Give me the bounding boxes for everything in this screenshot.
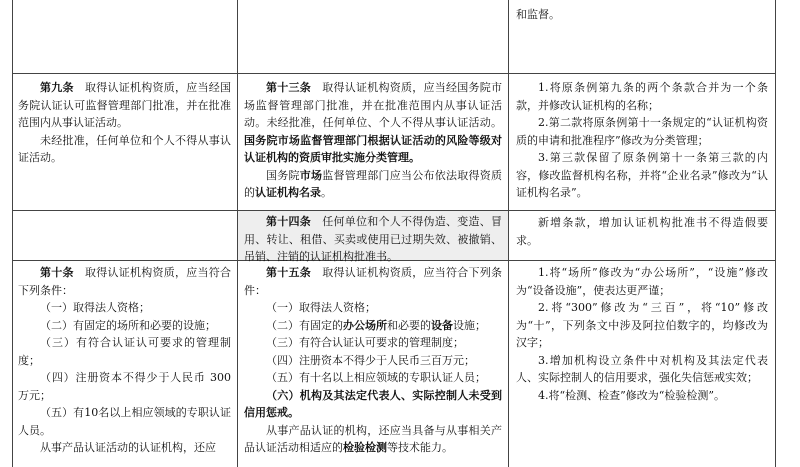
article-10-intro: 取得认证机构资质，应当符合下列条件： bbox=[18, 266, 231, 297]
row3-note-4: 4.将“检测、检查”修改为“检验检测”。 bbox=[538, 388, 725, 402]
article-15-heading: 第十五条 bbox=[266, 266, 311, 279]
row0-change-text: 和监督。 bbox=[516, 8, 560, 21]
article-13-body: 取得认证机构资质，应当经国务院市场监督管理部门批准，并在批准范围内从事认证活动。未经批准，任何单位、个人不得从事认证活动。 bbox=[244, 81, 502, 129]
table-border-left bbox=[12, 0, 13, 467]
row2-change-note bbox=[516, 214, 768, 249]
article-14-body: 任何单位和个人不得伪造、变造、冒用、转让、租借、买卖或使用已过期失效、被撤销、吊销、注销的认证机构批准书。 bbox=[244, 215, 502, 263]
article-15-tail: 从事产品认证的机构，还应当具备与从事相关产品认证活动相适应的检验检测等技术能力。 bbox=[244, 423, 502, 454]
article-9-paragraph-2: 未经批准，任何单位和个人不得从事认证活动。 bbox=[18, 133, 231, 164]
article-10-item-5: （五）有10名以上相应领域的专职认证人员。 bbox=[18, 406, 231, 437]
comparison-table bbox=[12, 0, 776, 467]
column-divider-2 bbox=[508, 0, 509, 467]
row3-note-2: 2.将“300”修改为“三百”，将“10”修改为“十”，下列条文中涉及阿拉伯数字的，均修改为汉字； bbox=[516, 301, 768, 349]
row3-change-notes bbox=[516, 264, 768, 404]
article-13-bold-sentence: 国务院市场监督管理部门根据认证活动的风险等级对认证机构的资质审批实施分类管理。 bbox=[244, 133, 502, 164]
new-article-13 bbox=[244, 79, 502, 202]
article-9-heading: 第九条 bbox=[40, 81, 74, 94]
row1-note-1: 1.将原条例第九条的两个条款合并为一个条款，并修改认证机构的名称； bbox=[516, 81, 768, 112]
row0-change-note bbox=[516, 6, 768, 24]
article-15-item-4: （四）注册资本不得少于人民币三百万元； bbox=[266, 353, 475, 367]
old-article-10 bbox=[18, 264, 231, 457]
article-13-paragraph-2: 国务院市场监督管理部门应当公布依法取得资质的认证机构名录。 bbox=[244, 168, 502, 199]
article-15-item-6: （六）机构及其法定代表人、实际控制人未受到信用惩戒。 bbox=[244, 388, 502, 419]
article-15-item-5: （五）有十名以上相应领域的专职认证人员； bbox=[266, 371, 486, 384]
row1-note-3: 3.第三款保留了原条例第十一条第三款的内容，修改监督机构名称，并将“企业名录”修改为“认证机构名录”。 bbox=[516, 151, 768, 199]
article-10-tail: 从事产品认证活动的认证机构，还应 bbox=[40, 441, 216, 454]
row1-change-notes bbox=[516, 79, 768, 202]
article-10-item-2: （二）有固定的场所和必要的设施； bbox=[40, 318, 216, 332]
row3-note-3: 3.增加机构设立条件中对机构及其法定代表人、实际控制人的信用要求，强化失信惩戒实效； bbox=[516, 353, 768, 384]
article-9-body: 取得认证机构资质，应当经国务院认证认可监督管理部门批准，并在批准范围内从事认证活动。 bbox=[18, 81, 231, 129]
new-article-15 bbox=[244, 264, 502, 457]
row1-note-2: 2.第二款将原条例第十一条规定的“认证机构资质的申请和批准程序”修改为分类管理； bbox=[516, 116, 768, 147]
table-border-right bbox=[775, 0, 776, 467]
old-article-9 bbox=[18, 79, 231, 167]
article-10-item-1: （一）取得法人资格； bbox=[40, 301, 150, 314]
row-divider-1 bbox=[12, 73, 776, 74]
article-10-item-3: （三）有符合认证认可要求的管理制度； bbox=[18, 336, 231, 367]
article-15-item-1: （一）取得法人资格； bbox=[266, 301, 376, 314]
article-15-item-2: （二）有固定的办公场所和必要的设备设施； bbox=[266, 318, 486, 332]
article-13-heading: 第十三条 bbox=[266, 81, 311, 94]
new-article-14 bbox=[238, 211, 508, 263]
article-15-item-3: （三）有符合认证认可要求的管理制度； bbox=[266, 336, 464, 349]
article-14-heading: 第十四条 bbox=[266, 215, 311, 228]
article-10-heading: 第十条 bbox=[40, 266, 74, 279]
article-15-intro: 取得认证机构资质，应当符合下列条件： bbox=[244, 266, 502, 297]
article-10-item-4: （四）注册资本不得少于人民币 300 万元； bbox=[18, 371, 231, 402]
row2-note: 新增条款，增加认证机构批准书不得造假要求。 bbox=[516, 216, 768, 247]
row3-note-1: 1.将“场所”修改为“办公场所”，“设施”修改为“设备设施”，使表达更严谨； bbox=[516, 266, 768, 297]
